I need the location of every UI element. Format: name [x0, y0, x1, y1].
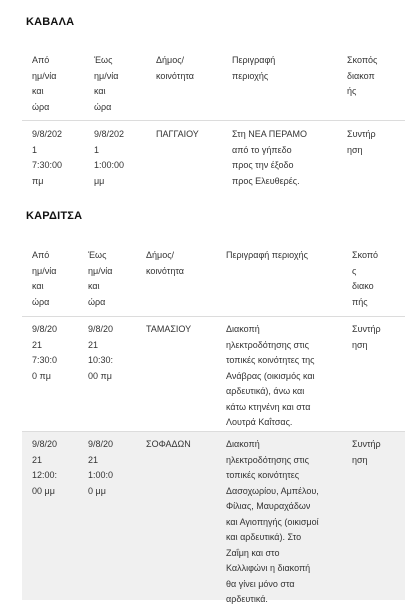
- cell-from: 9/8/20 21 7:30:0 0 πμ: [32, 324, 58, 381]
- region-title-kavala: ΚΑΒΑΛΑ: [26, 16, 75, 28]
- region-title-karditsa: ΚΑΡΔΙΤΣΑ: [26, 210, 83, 222]
- header-description: Περιγραφή περιοχής: [226, 250, 308, 260]
- cell-municipality: ΣΟΦΑΔΩΝ: [146, 439, 191, 449]
- header-municipality: Δήμος/ κοινότητα: [156, 55, 194, 81]
- cell-description: Διακοπή ηλεκτροδότησης στις τοπικές κοινότητες της Ανάβρας (οικισμός και αρδευτικά), άνω και κάτω κτηνένη και στα Λουτρά Καΐτσας.: [226, 324, 315, 427]
- cell-municipality: ΤΑΜΑΣΙΟΥ: [146, 324, 192, 334]
- header-from: Από ημ/νία και ώρα: [32, 55, 57, 112]
- header-description: Περιγραφή περιοχής: [232, 55, 276, 81]
- cell-municipality: ΠΑΓΓΑΙΟΥ: [156, 129, 199, 139]
- cell-purpose: Συντήρ ηση: [352, 439, 381, 465]
- cell-description: Στη ΝΕΑ ΠΕΡΑΜΟ από το γήπεδο προς την έξοδο προς Ελευθερές.: [232, 129, 308, 186]
- table-row: [22, 432, 405, 604]
- cell-description: Διακοπή ηλεκτροδότησης στις τοπικές κοινότητες Δασοχωρίου, Αμπέλου, Φίλιας, Μαυραχάδων και Αγιοπηγής (οικισμοί και αρδευτικά). Στο Ζαΐμη και στο Καλλιφώνι η διακοπή θα γίνει μόνο στα αρδευτικά.: [226, 439, 319, 604]
- cell-to: 9/8/20 21 10:30: 00 πμ: [88, 324, 114, 381]
- header-to: Έως ημ/νία και ώρα: [88, 250, 113, 307]
- table-row: [22, 121, 405, 195]
- cell-purpose: Συντήρ ηση: [352, 324, 381, 350]
- header-purpose: Σκοπός διακοπ ής: [347, 55, 378, 96]
- cell-to: 9/8/202 1 1:00:00 μμ: [94, 129, 125, 186]
- header-purpose: Σκοπό ς διακο πής: [352, 250, 379, 307]
- cell-purpose: Συντήρ ηση: [347, 129, 376, 155]
- cell-from: 9/8/20 21 12:00: 00 μμ: [32, 439, 58, 496]
- cell-from: 9/8/202 1 7:30:00 πμ: [32, 129, 63, 186]
- table-row: [22, 317, 405, 431]
- table-header: [22, 46, 405, 120]
- table-header: [22, 242, 405, 316]
- header-municipality: Δήμος/ κοινότητα: [146, 250, 184, 276]
- header-to: Έως ημ/νία και ώρα: [94, 55, 119, 112]
- header-from: Από ημ/νία και ώρα: [32, 250, 57, 307]
- cell-to: 9/8/20 21 1:00:0 0 μμ: [88, 439, 114, 496]
